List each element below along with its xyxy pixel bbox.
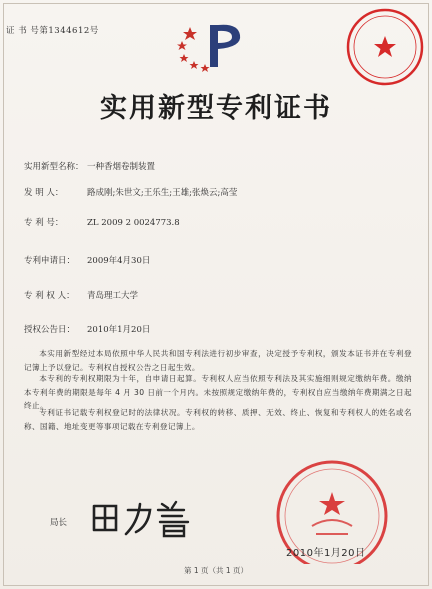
inventors-label: 发 明 人： [24,188,64,198]
certificate-title: 实用新型专利证书 [100,93,332,124]
utility-model-name-value: 一种香烟卷制装置 [87,162,156,172]
seal-date: 2010年1月20日 [286,548,366,559]
utility-model-name-row [24,160,155,172]
inventors-row [24,186,237,198]
sipo-logo-icon [172,17,252,77]
inventors-value: 路成刚;朱世文;王乐生;王雄;张焕云;高莹 [87,188,238,198]
patent-number-value: ZL 2009 2 0024773.8 [87,218,180,228]
patent-number-label: 专 利 号： [24,218,64,228]
filing-date-row [24,254,150,266]
patent-number-row [24,216,180,228]
body-paragraph-1: 本实用新型经过本局依照中华人民共和国专利法进行初步审查，决定授予专利权，颁发本证书并在专利登记簿上予以登记。专利权自授权公告之日起生效。 [24,349,412,372]
agency-stamp-icon [344,6,426,88]
filing-date-value: 2009年4月30日 [87,256,151,266]
patentee-label: 专 利 权 人： [24,291,75,301]
body-paragraph-3: 专利证书记载专利权登记时的法律状况。专利权的转移、质押、无效、终止、恢复和专利权人的姓名或名称、国籍、地址变更等事项记载在专利登记簿上。 [24,408,412,431]
director-label: 局长 [50,518,68,528]
patentee-value: 青岛理工大学 [87,291,139,301]
grant-date-label: 授权公告日： [24,325,76,335]
page-number: 第 1 页（共 1 页） [183,566,249,575]
certificate-number: 证 书 号第1344612号 [6,26,99,36]
patentee-row [24,289,138,301]
filing-date-label: 专利申请日： [24,256,76,266]
grant-date-value: 2010年1月20日 [87,325,151,335]
grant-date-row [24,323,150,335]
director-signature-icon [88,496,198,538]
body-paragraph-2: 本专利的专利权期限为十年，自申请日起算。专利权人应当依照专利法及其实施细则规定缴纳年费。缴纳本专利年费的期限是每年 4 月 30 日前一个月内。未按照规定缴纳年费的，专利权自应当缴纳年费期满之日起终止。 [24,374,412,410]
utility-model-name-label: 实用新型名称： [24,162,84,172]
